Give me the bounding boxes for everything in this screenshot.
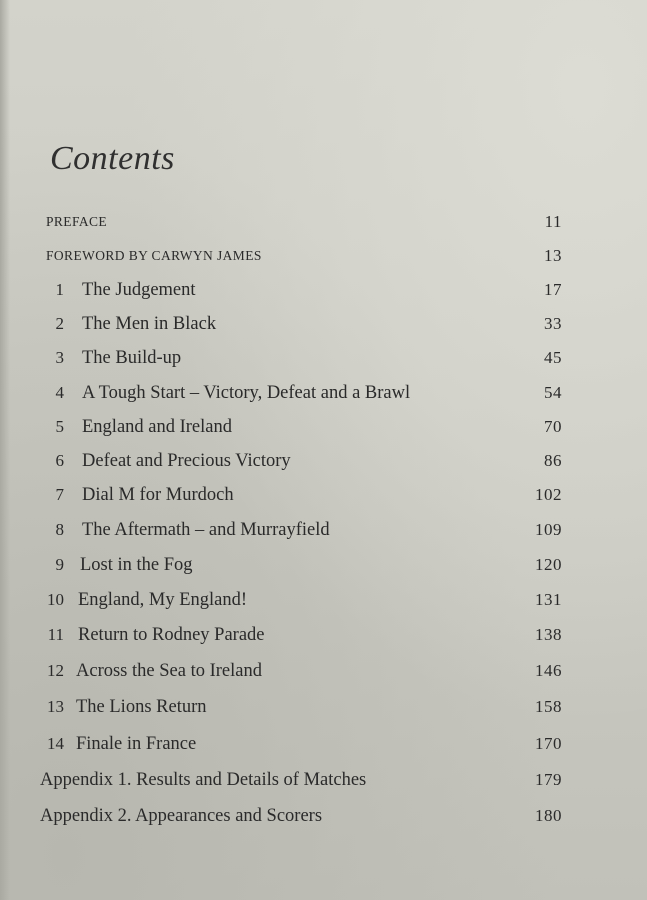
entry-page-number: 120 xyxy=(535,555,562,574)
entry-title: FOREWORD BY CARWYN JAMES xyxy=(46,248,262,263)
entry-title: Finale in France xyxy=(76,734,197,754)
toc-entry xyxy=(0,658,647,684)
chapter-number: 3 xyxy=(55,348,64,367)
toc-entry xyxy=(0,622,647,648)
toc-entry xyxy=(0,694,647,720)
entry-page-number: 54 xyxy=(544,383,562,402)
entry-page-number: 45 xyxy=(544,348,562,367)
entry-page-number: 138 xyxy=(535,625,562,644)
toc-entry xyxy=(0,517,647,543)
toc-entry xyxy=(0,482,647,508)
chapter-number: 14 xyxy=(47,734,64,753)
toc-entry xyxy=(0,767,647,793)
entry-title: Across the Sea to Ireland xyxy=(76,661,262,681)
entry-page-number: 102 xyxy=(535,485,562,504)
chapter-number: 9 xyxy=(55,555,64,574)
toc-entry xyxy=(0,243,647,269)
chapter-number: 6 xyxy=(55,451,64,470)
entry-title: England and Ireland xyxy=(82,417,232,437)
chapter-number: 2 xyxy=(55,314,64,333)
toc-entry xyxy=(0,731,647,757)
chapter-number: 8 xyxy=(55,520,64,539)
entry-page-number: 17 xyxy=(544,280,562,299)
entry-page-number: 109 xyxy=(535,520,562,539)
chapter-number: 5 xyxy=(55,417,64,436)
toc-entry xyxy=(0,803,647,829)
entry-page-number: 158 xyxy=(535,697,562,716)
entry-page-number: 11 xyxy=(544,212,562,231)
toc-entry xyxy=(0,448,647,474)
page-title: Contents xyxy=(50,140,175,177)
chapter-number: 1 xyxy=(55,280,64,299)
entry-page-number: 33 xyxy=(544,314,562,333)
chapter-number: 4 xyxy=(55,383,64,402)
entry-title: The Men in Black xyxy=(82,314,217,334)
toc-entry xyxy=(0,345,647,371)
entry-title: England, My England! xyxy=(78,590,248,610)
entry-title: Defeat and Precious Victory xyxy=(82,451,291,471)
entry-title: The Lions Return xyxy=(76,697,207,717)
entry-page-number: 180 xyxy=(535,806,562,825)
chapter-number: 13 xyxy=(47,697,64,716)
entry-title: Return to Rodney Parade xyxy=(78,625,265,645)
chapter-number: 12 xyxy=(47,661,64,680)
entry-page-number: 170 xyxy=(535,734,562,753)
toc-entry xyxy=(0,277,647,303)
entry-page-number: 13 xyxy=(544,246,562,265)
entry-title: Lost in the Fog xyxy=(80,555,193,575)
chapter-number: 7 xyxy=(55,485,64,504)
entry-page-number: 146 xyxy=(535,661,562,680)
toc-entry xyxy=(0,311,647,337)
entry-page-number: 131 xyxy=(535,590,562,609)
toc-entry xyxy=(0,587,647,613)
entry-title: A Tough Start – Victory, Defeat and a Brawl xyxy=(82,383,411,403)
entry-title: The Aftermath – and Murrayfield xyxy=(82,520,330,540)
entry-page-number: 179 xyxy=(535,770,562,789)
entry-title: The Judgement xyxy=(82,280,196,300)
toc-entry xyxy=(0,380,647,406)
entry-title: Appendix 1. Results and Details of Matches xyxy=(40,770,367,790)
entry-title: The Build-up xyxy=(82,348,182,368)
toc-entry xyxy=(0,209,647,235)
chapter-number: 11 xyxy=(47,625,64,644)
entry-page-number: 86 xyxy=(544,451,562,470)
entry-title: Appendix 2. Appearances and Scorers xyxy=(40,806,323,826)
entry-title: PREFACE xyxy=(46,214,108,229)
entry-title: Dial M for Murdoch xyxy=(82,485,234,505)
toc-entry xyxy=(0,414,647,440)
entry-page-number: 70 xyxy=(544,417,562,436)
chapter-number: 10 xyxy=(47,590,64,609)
toc-entry xyxy=(0,552,647,578)
